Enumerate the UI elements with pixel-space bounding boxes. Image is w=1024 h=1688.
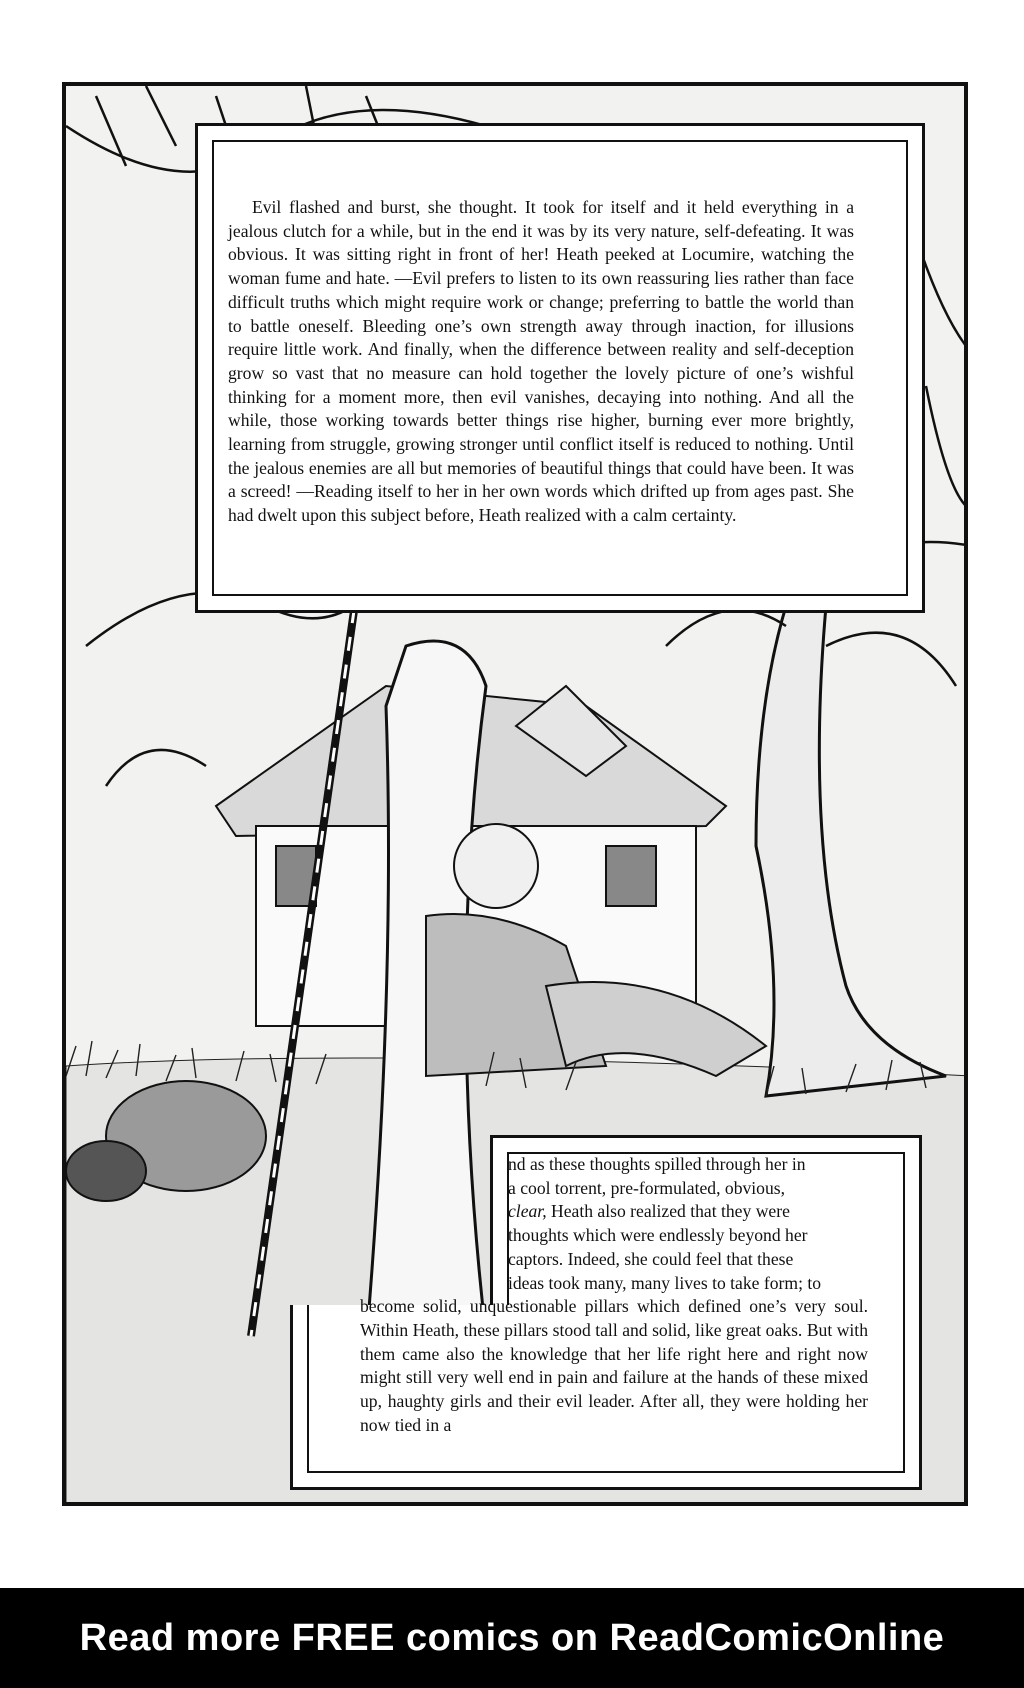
clear-italic: clear,	[508, 1201, 547, 1222]
top-narration-text: Evil flashed and burst, she thought. It took for itself and it held everything in a jealous clutch for a while, but in the end it was by its very nature, self-defeating. It was obvious. It was sitting right in front of her! Heath peeked at Locumire, watching the woman fume and hate. —Evil prefers to listen to its own reassuring lies rather than face difficult truths which might require work or change; preferring to battle the world than to battle oneself. Bleeding one’s own strength away through inaction, for illusions require little work. And finally, when the difference between reality and self-deception grow so vast that no measure can hold together the lovely picture of one’s wishful thinking for a moment more, then evil vanishes, decaying into nothing. And all the while, those working towards better things rise higher, burning ever more brightly, learning from struggle, growing stronger until conflict itself is reduced to nothing. Until the jealous enemies are all but memories of beautiful things that could have been. It was a screed! —Reading itself to her in her own words which drifted up from ages past. She had dwelt upon this subject before, Heath realized with a calm certainty.	[228, 197, 854, 526]
top-narration-caption	[195, 123, 925, 613]
promo-banner[interactable]	[0, 1588, 1024, 1688]
bottom-line-1: nd as these thoughts spilled through her in	[508, 1154, 806, 1174]
bottom-line-4: thoughts which were endlessly beyond her	[508, 1225, 808, 1246]
bottom-narration-text	[360, 1153, 868, 1437]
bottom-line-3-rest: Heath also realized that they were	[546, 1201, 790, 1222]
bottom-rest: become solid, unquestionable pillars which defined one’s very soul. Within Heath, these pillars stood tall and solid, like great oaks. But with them came also the knowledge that her life right here and right now might still very well end in pain and failure at the hands of these mixed up, haughty girls and their evil leader. After all, they were holding her now tied in a	[360, 1296, 868, 1435]
bottom-line-2: a cool torrent, pre-formulated, obvious,	[508, 1177, 786, 1198]
bottom-line-3	[360, 1200, 868, 1224]
bottom-line-6: ideas took many, many lives to take form; to	[508, 1272, 822, 1293]
bottom-line-5: captors. Indeed, she could feel that these	[508, 1248, 794, 1269]
promo-banner-text[interactable]: Read more FREE comics on ReadComicOnline	[79, 1616, 945, 1659]
